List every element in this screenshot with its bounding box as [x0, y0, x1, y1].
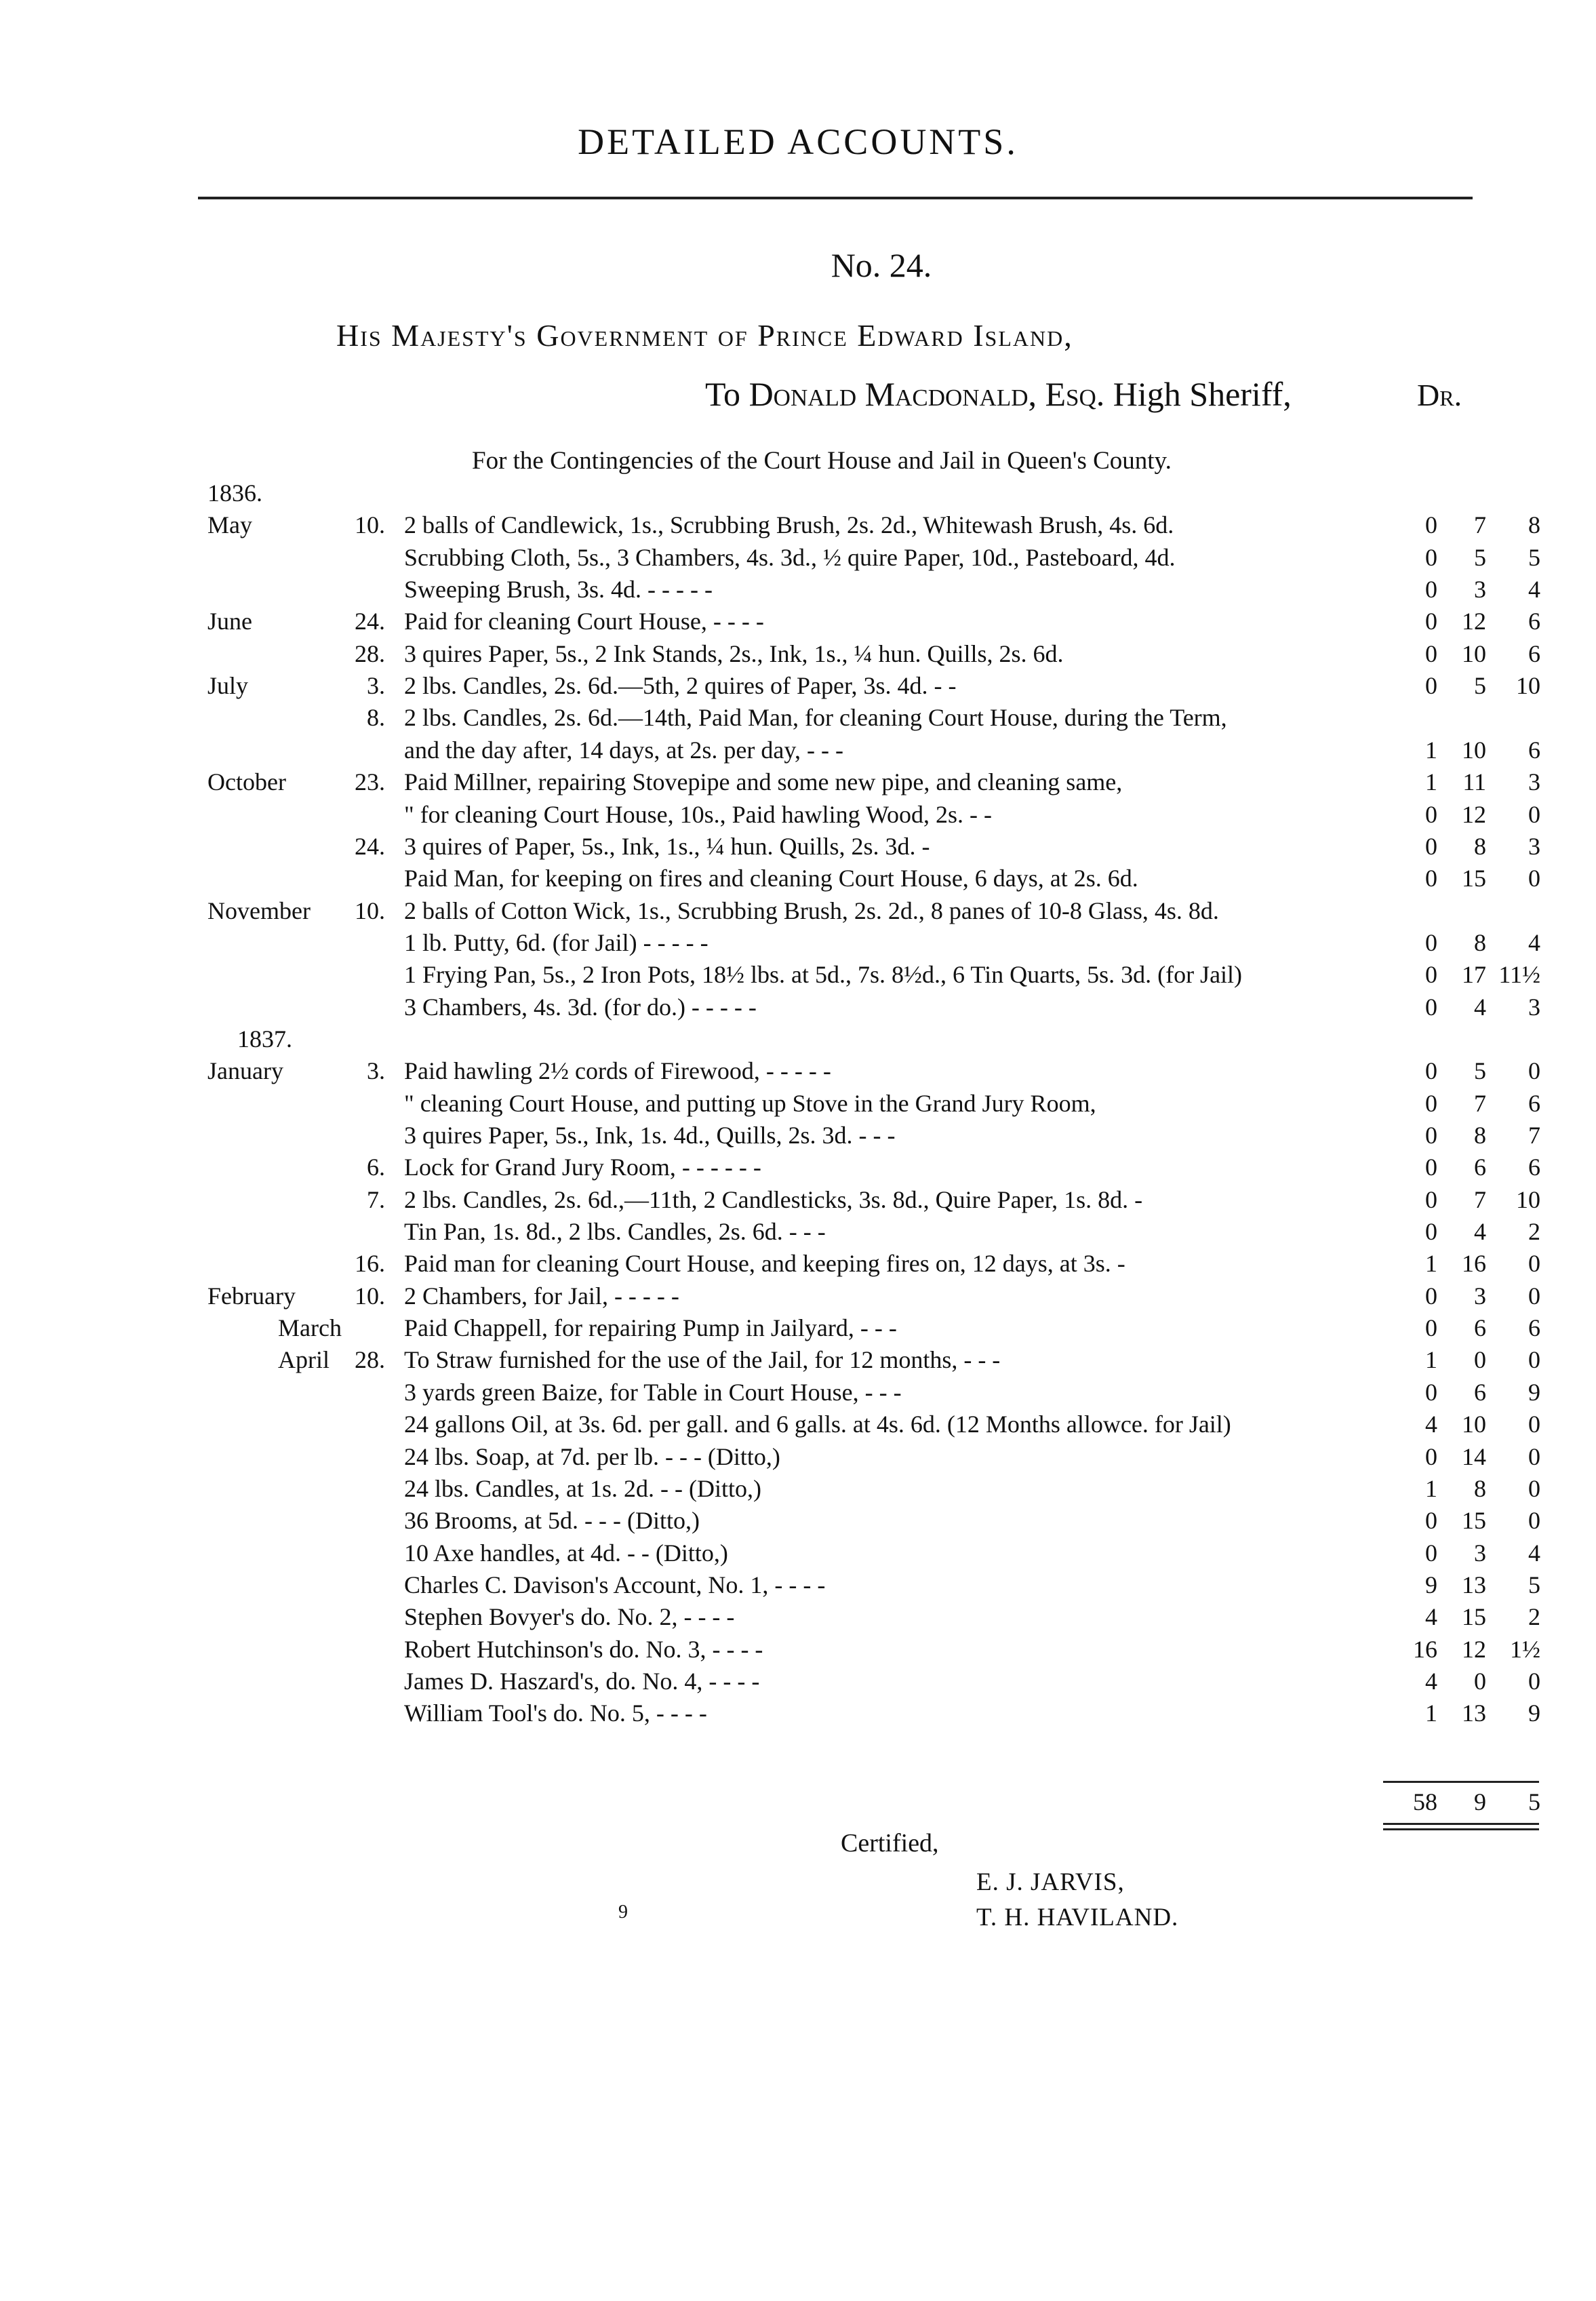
entry-shillings: 11 [1462, 768, 1486, 795]
entry-pounds: 0 [1425, 1057, 1437, 1084]
account-subtitle: For the Contingencies of the Court House and Jail in Queen's County. [472, 447, 1172, 475]
entry-description: 2 balls of Cotton Wick, 1s., Scrubbing Brush, 2s. 2d., 8 panes of 10-8 Glass, 4s. 8d. [404, 897, 1219, 924]
entry-day: 3. [367, 672, 385, 699]
entry-month: June [207, 608, 252, 635]
ledger-row [0, 1506, 1596, 1537]
entry-pounds: 4 [1425, 1411, 1437, 1438]
entry-shillings: 15 [1462, 865, 1486, 892]
ledger-row [0, 575, 1596, 606]
entry-shillings: 5 [1474, 1057, 1486, 1084]
entry-pence: 3 [1528, 994, 1540, 1021]
ledger-row [0, 897, 1596, 928]
entry-pence: 9 [1528, 1699, 1540, 1727]
entry-pounds: 0 [1425, 1122, 1437, 1149]
entry-pence: 2 [1528, 1603, 1540, 1630]
entry-shillings: 7 [1474, 1186, 1486, 1213]
title-rule [198, 197, 1473, 199]
entry-month: May [207, 511, 252, 538]
entry-shillings: 12 [1462, 1636, 1486, 1663]
entry-pounds: 0 [1425, 1218, 1437, 1245]
entry-pounds: 0 [1425, 865, 1437, 892]
ledger-row [0, 1089, 1596, 1120]
entry-description: 2 lbs. Candles, 2s. 6d.—14th, Paid Man, for cleaning Court House, during the Term, [404, 704, 1227, 731]
entry-shillings: 15 [1462, 1603, 1486, 1630]
entry-pounds: 0 [1425, 576, 1437, 603]
ledger-row [0, 993, 1596, 1024]
entry-shillings: 10 [1462, 640, 1486, 667]
entry-pounds: 0 [1425, 1154, 1437, 1181]
entry-pence: 0 [1528, 1346, 1540, 1373]
entry-pence: 6 [1528, 736, 1540, 764]
entry-pounds: 0 [1425, 1539, 1437, 1567]
entry-shillings: 3 [1474, 1539, 1486, 1567]
ledger-row [0, 1699, 1596, 1730]
entry-day: 28. [355, 1346, 385, 1373]
entry-shillings: 13 [1462, 1571, 1486, 1598]
payee-role: High Sheriff, [1104, 375, 1292, 413]
entry-pounds: 1 [1425, 736, 1437, 764]
ledger-row [0, 671, 1596, 703]
entry-pounds: 0 [1425, 961, 1437, 988]
entry-pence: 6 [1528, 1090, 1540, 1117]
entry-description: Paid Chappell, for repairing Pump in Jailyard, - - - [404, 1314, 897, 1341]
total-rule-double-2 [1383, 1828, 1539, 1830]
total-rule-top [1383, 1781, 1539, 1783]
entry-pounds: 1 [1425, 1699, 1437, 1727]
page-title: DETAILED ACCOUNTS. [578, 121, 1018, 162]
ledger-row [0, 1571, 1596, 1602]
entry-shillings: 8 [1474, 929, 1486, 956]
entry-description: Charles C. Davison's Account, No. 1, - - - - [404, 1571, 826, 1598]
entry-pence: 4 [1528, 929, 1540, 956]
entry-description: James D. Haszard's, do. No. 4, - - - - [404, 1668, 760, 1695]
ledger-row [0, 1282, 1596, 1313]
entry-description: 2 lbs. Candles, 2s. 6d.—5th, 2 quires of Paper, 3s. 4d. - - [404, 672, 957, 699]
entry-description: To Straw furnished for the use of the Jail, for 12 months, - - - [404, 1346, 1001, 1373]
entry-pence: 4 [1528, 1539, 1540, 1567]
total-pence: 5 [1528, 1788, 1540, 1815]
entry-day: 24. [355, 608, 385, 635]
entry-pounds: 0 [1425, 1186, 1437, 1213]
ledger-row [0, 640, 1596, 671]
entry-day: 16. [355, 1250, 385, 1277]
entry-pence: 3 [1528, 833, 1540, 860]
entry-day: 8. [367, 704, 385, 731]
ledger-row [0, 1025, 1596, 1056]
entry-pounds: 1 [1425, 768, 1437, 795]
entry-shillings: 5 [1474, 544, 1486, 571]
entry-day: 10. [355, 511, 385, 538]
payee-prefix: To [705, 375, 749, 413]
ledger-row [0, 1153, 1596, 1184]
entry-shillings: 12 [1462, 801, 1486, 828]
entry-day: 10. [355, 897, 385, 924]
entry-description: 2 lbs. Candles, 2s. 6d.,—11th, 2 Candlesticks, 3s. 8d., Quire Paper, 1s. 8d. - [404, 1186, 1143, 1213]
entry-shillings: 0 [1474, 1346, 1486, 1373]
ledger-row [0, 1345, 1596, 1377]
entry-pounds: 9 [1425, 1571, 1437, 1598]
entry-description: Scrubbing Cloth, 5s., 3 Chambers, 4s. 3d., ½ quire Paper, 10d., Pasteboard, 4d. [404, 544, 1176, 571]
payee-line [705, 374, 1292, 414]
entry-day: 7. [367, 1186, 385, 1213]
entry-pence: 6 [1528, 1154, 1540, 1181]
entry-month: January [207, 1057, 283, 1084]
entry-description: 24 lbs. Soap, at 7d. per lb. - - - (Ditto,) [404, 1443, 780, 1470]
page-mark: 9 [618, 1902, 628, 1923]
entry-shillings: 4 [1474, 994, 1486, 1021]
entry-description: and the day after, 14 days, at 2s. per day, - - - [404, 736, 843, 764]
ledger-row [0, 1539, 1596, 1570]
entry-pence: 11½ [1498, 961, 1540, 988]
entry-month: February [207, 1282, 296, 1310]
entry-day: 23. [355, 768, 385, 795]
entry-description: Paid Millner, repairing Stovepipe and some new pipe, and cleaning same, [404, 768, 1123, 795]
entry-shillings: 5 [1474, 672, 1486, 699]
entry-shillings: 15 [1462, 1507, 1486, 1534]
ledger-row [0, 1121, 1596, 1152]
entry-pence: 6 [1528, 1314, 1540, 1341]
ledger-row [0, 1057, 1596, 1088]
entry-shillings: 17 [1462, 961, 1486, 988]
entry-pence: 10 [1516, 1186, 1540, 1213]
ledger-row [0, 1314, 1596, 1345]
entry-pence: 0 [1528, 1282, 1540, 1310]
entry-pounds: 1 [1425, 1475, 1437, 1502]
ledger-row [0, 511, 1596, 542]
entry-year: 1837. [237, 1025, 292, 1053]
entry-pence: 6 [1528, 640, 1540, 667]
ledger-row [0, 1217, 1596, 1248]
entry-description: Paid hawling 2½ cords of Firewood, - - - - - [404, 1057, 831, 1084]
entry-pounds: 0 [1425, 929, 1437, 956]
signatory-haviland: T. H. HAVILAND. [976, 1904, 1179, 1931]
entry-description: 24 gallons Oil, at 3s. 6d. per gall. and 6 galls. at 4s. 6d. (12 Months allowce. for Jail) [404, 1411, 1231, 1438]
ledger-row [0, 1442, 1596, 1474]
ledger-row [0, 928, 1596, 960]
entry-description: 2 Chambers, for Jail, - - - - - [404, 1282, 679, 1310]
entry-shillings: 7 [1474, 1090, 1486, 1117]
entry-description: 1 Frying Pan, 5s., 2 Iron Pots, 18½ lbs. at 5d., 7s. 8½d., 6 Tin Quarts, 5s. 3d. (for Jail) [404, 961, 1243, 988]
entry-pounds: 1 [1425, 1346, 1437, 1373]
entry-pounds: 0 [1425, 833, 1437, 860]
entry-description: 3 Chambers, 4s. 3d. (for do.) - - - - - [404, 994, 757, 1021]
ledger-row [0, 703, 1596, 734]
entry-pence: 0 [1528, 1507, 1540, 1534]
entry-pounds: 0 [1425, 608, 1437, 635]
entry-pence: 10 [1516, 672, 1540, 699]
entry-shillings: 6 [1474, 1379, 1486, 1406]
entry-description: Sweeping Brush, 3s. 4d. - - - - - [404, 576, 713, 603]
entry-pounds: 0 [1425, 1443, 1437, 1470]
entry-month: November [207, 897, 311, 924]
entry-description: 36 Brooms, at 5d. - - - (Ditto,) [404, 1507, 700, 1534]
total-row [0, 1788, 1596, 1819]
entry-day: 28. [355, 640, 385, 667]
entry-day: 3. [367, 1057, 385, 1084]
entry-description: " cleaning Court House, and putting up Stove in the Grand Jury Room, [404, 1090, 1096, 1117]
entry-shillings: 3 [1474, 1282, 1486, 1310]
entry-shillings: 16 [1462, 1250, 1486, 1277]
entry-description: Tin Pan, 1s. 8d., 2 lbs. Candles, 2s. 6d. - - - [404, 1218, 826, 1245]
entry-description: 3 quires Paper, 5s., 2 Ink Stands, 2s., Ink, 1s., ¼ hun. Quills, 2s. 6d. [404, 640, 1064, 667]
entry-description: 3 yards green Baize, for Table in Court House, - - - [404, 1379, 902, 1406]
entry-month: April [278, 1346, 330, 1373]
ledger-row [0, 1474, 1596, 1506]
entry-pounds: 0 [1425, 1090, 1437, 1117]
entry-pence: 0 [1528, 1411, 1540, 1438]
entry-shillings: 13 [1462, 1699, 1486, 1727]
entry-description: 1 lb. Putty, 6d. (for Jail) - - - - - [404, 929, 709, 956]
entry-shillings: 8 [1474, 833, 1486, 860]
entry-pence: 6 [1528, 608, 1540, 635]
entry-month: July [207, 672, 249, 699]
entry-shillings: 3 [1474, 576, 1486, 603]
ledger-row [0, 768, 1596, 799]
entry-pounds: 4 [1425, 1668, 1437, 1695]
ledger-row [0, 864, 1596, 895]
entry-shillings: 6 [1474, 1154, 1486, 1181]
entry-pounds: 0 [1425, 1282, 1437, 1310]
entry-description: Paid Man, for keeping on fires and cleaning Court House, 6 days, at 2s. 6d. [404, 865, 1138, 892]
entry-day: 6. [367, 1154, 385, 1181]
entry-shillings: 14 [1462, 1443, 1486, 1470]
entry-pence: 0 [1528, 1443, 1540, 1470]
entry-description: 3 quires of Paper, 5s., Ink, 1s., ¼ hun. Quills, 2s. 3d. - [404, 833, 930, 860]
ledger-row [0, 479, 1596, 510]
entry-pounds: 0 [1425, 640, 1437, 667]
entry-shillings: 8 [1474, 1122, 1486, 1149]
ledger-row [0, 800, 1596, 831]
certified-label: Certified, [841, 1829, 939, 1857]
ledger-row [0, 1602, 1596, 1634]
entry-description: 3 quires Paper, 5s., Ink, 1s. 4d., Quills, 2s. 3d. - - - [404, 1122, 896, 1149]
entry-pence: 5 [1528, 544, 1540, 571]
entry-shillings: 12 [1462, 608, 1486, 635]
total-pounds: 58 [1413, 1788, 1437, 1815]
entry-shillings: 8 [1474, 1475, 1486, 1502]
entry-pence: 0 [1528, 1475, 1540, 1502]
entry-description: Paid man for cleaning Court House, and keeping fires on, 12 days, at 3s. - [404, 1250, 1125, 1277]
entry-description: 2 balls of Candlewick, 1s., Scrubbing Brush, 2s. 2d., Whitewash Brush, 4s. 6d. [404, 511, 1174, 538]
entry-description: Robert Hutchinson's do. No. 3, - - - - [404, 1636, 763, 1663]
entry-pence: 0 [1528, 1250, 1540, 1277]
entry-description: Lock for Grand Jury Room, - - - - - - [404, 1154, 761, 1181]
entry-description: " for cleaning Court House, 10s., Paid hawling Wood, 2s. - - [404, 801, 993, 828]
entry-pounds: 0 [1425, 801, 1437, 828]
entry-pence: 8 [1528, 511, 1540, 538]
entry-day: 24. [355, 833, 385, 860]
entry-day: 10. [355, 1282, 385, 1310]
entry-pence: 5 [1528, 1571, 1540, 1598]
entry-pence: 4 [1528, 576, 1540, 603]
entry-pounds: 0 [1425, 511, 1437, 538]
entry-pounds: 0 [1425, 672, 1437, 699]
entry-pounds: 0 [1425, 1314, 1437, 1341]
account-number: No. 24. [831, 246, 932, 284]
ledger-row [0, 1410, 1596, 1441]
entry-shillings: 4 [1474, 1218, 1486, 1245]
entry-shillings: 6 [1474, 1314, 1486, 1341]
entry-pence: 0 [1528, 865, 1540, 892]
entry-description: Stephen Bovyer's do. No. 2, - - - - [404, 1603, 735, 1630]
government-heading: His Majesty's Government of Prince Edward Island, [336, 318, 1073, 353]
entry-description: 24 lbs. Candles, at 1s. 2d. - - (Ditto,) [404, 1475, 761, 1502]
entry-month: March [278, 1314, 342, 1341]
total-rule-double-1 [1383, 1823, 1539, 1825]
entry-pounds: 0 [1425, 994, 1437, 1021]
entry-pence: 1½ [1510, 1636, 1540, 1663]
entry-shillings: 10 [1462, 1411, 1486, 1438]
entry-description: 10 Axe handles, at 4d. - - (Ditto,) [404, 1539, 728, 1567]
entry-pence: 9 [1528, 1379, 1540, 1406]
entry-pounds: 0 [1425, 1507, 1437, 1534]
entry-pence: 2 [1528, 1218, 1540, 1245]
total-shillings: 9 [1474, 1788, 1486, 1815]
entry-description: William Tool's do. No. 5, - - - - [404, 1699, 707, 1727]
signatory-jarvis: E. J. JARVIS, [976, 1868, 1125, 1896]
ledger-row [0, 960, 1596, 991]
ledger-row [0, 832, 1596, 863]
ledger-row [0, 1185, 1596, 1217]
entry-pounds: 4 [1425, 1603, 1437, 1630]
ledger-row [0, 1378, 1596, 1409]
ledger-row [0, 736, 1596, 767]
entry-year: 1836. [207, 479, 262, 507]
entry-pounds: 16 [1413, 1636, 1437, 1663]
ledger-row [0, 607, 1596, 638]
entry-shillings: 7 [1474, 511, 1486, 538]
ledger-row [0, 1249, 1596, 1280]
ledger-row [0, 1635, 1596, 1666]
entry-month: October [207, 768, 286, 795]
entry-shillings: 10 [1462, 736, 1486, 764]
entry-shillings: 0 [1474, 1668, 1486, 1695]
entry-pounds: 0 [1425, 544, 1437, 571]
entry-pence: 0 [1528, 801, 1540, 828]
entry-pence: 3 [1528, 768, 1540, 795]
entry-pounds: 0 [1425, 1379, 1437, 1406]
ledger-row [0, 543, 1596, 574]
debit-marker: Dr. [1417, 378, 1462, 412]
entry-pence: 0 [1528, 1057, 1540, 1084]
payee-name: Donald Macdonald, Esq. [749, 375, 1105, 413]
entry-pounds: 1 [1425, 1250, 1437, 1277]
entry-pence: 0 [1528, 1668, 1540, 1695]
entry-description: Paid for cleaning Court House, - - - - [404, 608, 764, 635]
ledger-row [0, 1667, 1596, 1698]
entry-pence: 7 [1528, 1122, 1540, 1149]
